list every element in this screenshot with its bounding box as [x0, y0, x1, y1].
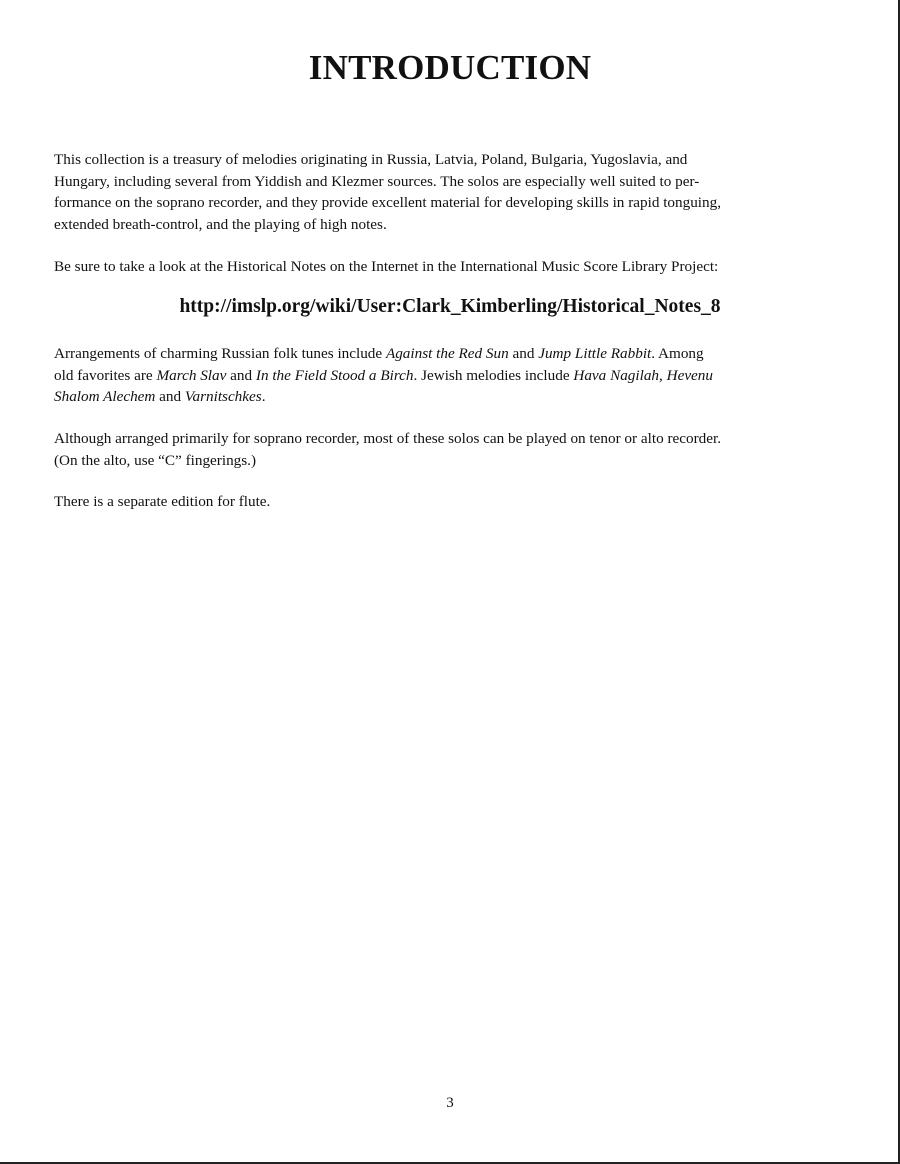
tune-title: Against the Red Sun: [385, 345, 509, 362]
text-run: and: [508, 345, 539, 362]
tune-title: March Slav: [156, 366, 227, 384]
text-line: [54, 365, 844, 387]
text-run: .: [261, 388, 266, 405]
historical-notes-paragraph: Be sure to take a look at the Historical Notes on the Internet in the International Music Score Library Project:: [54, 258, 719, 275]
text-run: and: [155, 388, 185, 405]
page-number: 3: [446, 1095, 454, 1111]
intro-paragraph: [54, 149, 844, 235]
text-run: old favorites are: [54, 366, 157, 384]
tune-title: Hava Nagilah: [573, 366, 660, 384]
text-line: [54, 386, 844, 408]
recorder-paragraph: [54, 428, 844, 471]
text-line: This collection is a treasury of melodies originating in Russia, Latvia, Poland, Bulgaria, Yugoslavia, and: [54, 151, 688, 168]
tune-title: Varnitschkes: [184, 388, 262, 405]
text-line: formance on the soprano recorder, and they provide excellent material for developing skills in rapid tonguing,: [54, 194, 722, 211]
text-run: ,: [659, 366, 667, 384]
tune-title: Shalom Alechem: [54, 388, 156, 405]
text-line: Hungary, including several from Yiddish and Klezmer sources. The solos are especially well suited to per-: [54, 172, 700, 190]
historical-notes-url[interactable]: http://imslp.org/wiki/User:Clark_Kimberling/Historical_Notes_8: [179, 296, 721, 317]
text-run: . Jewish melodies include: [413, 366, 574, 384]
text-line: [54, 343, 844, 365]
text-run: Arrangements of charming Russian folk tunes include: [54, 345, 386, 362]
flute-edition-paragraph: There is a separate edition for flute.: [54, 493, 271, 510]
text-run: . Among: [651, 345, 704, 362]
text-line: Although arranged primarily for soprano recorder, most of these solos can be played on tenor or alto recorder.: [54, 430, 721, 447]
text-line: extended breath-control, and the playing of high notes.: [54, 215, 387, 233]
tune-title: Hevenu: [666, 366, 713, 384]
text-run: and: [226, 366, 256, 384]
page-title: INTRODUCTION: [308, 48, 592, 87]
arrangements-paragraph: [54, 343, 844, 408]
text-line: (On the alto, use “C” fingerings.): [54, 451, 257, 469]
tune-title: In the Field Stood a Birch: [255, 366, 414, 384]
tune-title: Jump Little Rabbit: [538, 345, 652, 362]
